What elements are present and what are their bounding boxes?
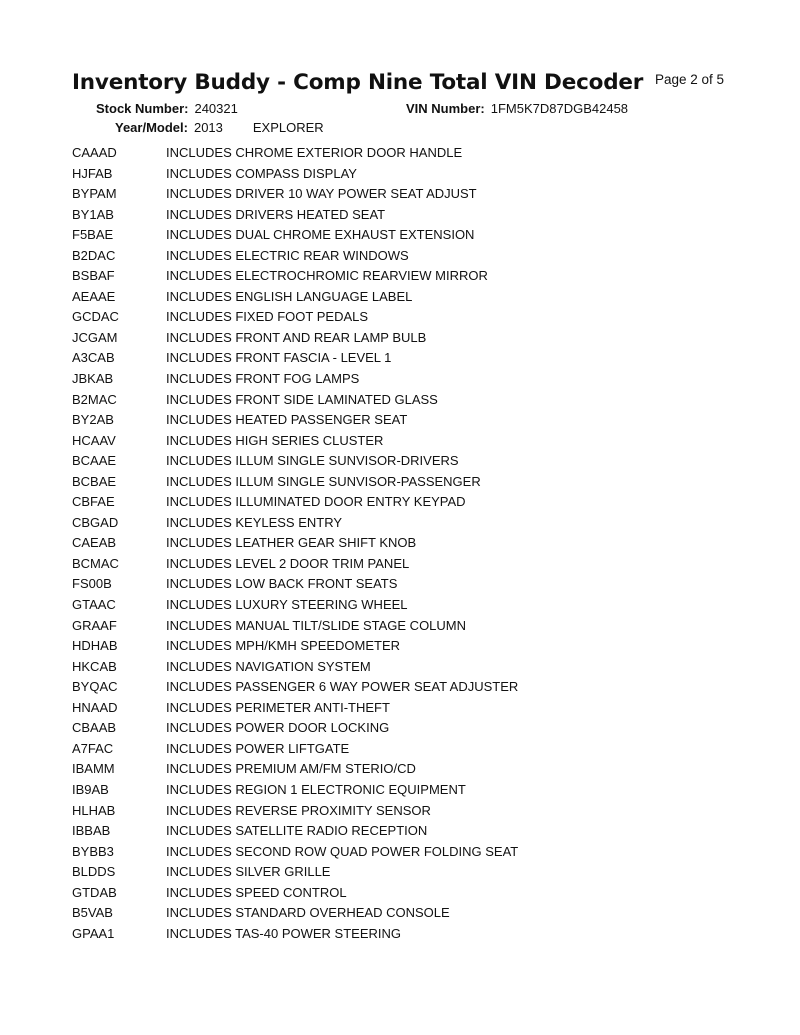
option-code: GRAAF xyxy=(72,617,117,633)
option-code: JCGAM xyxy=(72,329,118,345)
year-model-row xyxy=(115,120,324,135)
option-code: HKCAB xyxy=(72,658,117,674)
option-code: BCAAE xyxy=(72,453,117,469)
option-description: INCLUDES CHROME EXTERIOR DOOR HANDLE xyxy=(166,145,463,160)
option-code: BYPAM xyxy=(72,186,117,202)
option-code: HLHAB xyxy=(72,802,116,818)
vin-number-value: 1FM5K7D87DGB42458 xyxy=(490,101,629,116)
option-row xyxy=(72,369,518,390)
option-row xyxy=(72,636,518,657)
option-row xyxy=(72,718,518,739)
option-description: INCLUDES LOW BACK FRONT SEATS xyxy=(166,576,398,592)
option-description: INCLUDES REVERSE PROXIMITY SENSOR xyxy=(166,802,431,818)
option-row xyxy=(72,801,518,822)
option-row xyxy=(72,246,518,267)
option-row xyxy=(72,903,518,924)
option-description: INCLUDES FIXED FOOT PEDALS xyxy=(166,309,369,325)
option-row xyxy=(72,205,518,226)
option-code: A7FAC xyxy=(72,740,114,756)
option-code: BCBAE xyxy=(72,473,117,489)
option-code: BYQAC xyxy=(72,679,118,695)
option-row xyxy=(72,616,518,637)
option-description: INCLUDES HIGH SERIES CLUSTER xyxy=(166,432,384,448)
option-code-list xyxy=(72,143,518,944)
option-code: HNAAD xyxy=(72,699,118,715)
option-row xyxy=(72,225,518,246)
option-description: INCLUDES ELECTROCHROMIC REARVIEW MIRROR xyxy=(166,268,488,284)
vin-number-label: VIN Number: xyxy=(406,101,485,116)
option-code: BCMAC xyxy=(72,555,119,571)
option-row xyxy=(72,883,518,904)
option-row xyxy=(72,739,518,760)
year-model-label: Year/Model: xyxy=(115,120,188,135)
option-row xyxy=(72,287,518,308)
option-description: INCLUDES POWER LIFTGATE xyxy=(166,740,350,756)
option-description: INCLUDES MPH/KMH SPEEDOMETER xyxy=(166,638,401,654)
option-description: INCLUDES ILLUMINATED DOOR ENTRY KEYPAD xyxy=(166,494,466,510)
option-row xyxy=(72,574,518,595)
option-code: F5BAE xyxy=(72,227,114,243)
option-row xyxy=(72,348,518,369)
option-code: HDHAB xyxy=(72,638,118,654)
option-description: INCLUDES POWER DOOR LOCKING xyxy=(166,720,390,736)
option-code: HJFAB xyxy=(72,165,113,181)
option-code: BYBB3 xyxy=(72,843,114,859)
option-row xyxy=(72,780,518,801)
option-code: AEAAE xyxy=(72,288,116,304)
option-row xyxy=(72,862,518,883)
option-description: INCLUDES FRONT AND REAR LAMP BULB xyxy=(166,329,427,345)
option-code: FS00B xyxy=(72,576,112,592)
option-description: INCLUDES FRONT SIDE LAMINATED GLASS xyxy=(166,391,438,407)
option-row xyxy=(72,595,518,616)
option-row xyxy=(72,472,518,493)
option-row xyxy=(72,554,518,575)
option-row xyxy=(72,513,518,534)
option-code: B5VAB xyxy=(72,905,113,921)
option-code: BY1AB xyxy=(72,206,114,222)
option-row xyxy=(72,451,518,472)
document-title: Inventory Buddy - Comp Nine Total VIN Decoder xyxy=(72,70,644,95)
option-row xyxy=(72,842,518,863)
option-code: CBGAD xyxy=(72,514,119,530)
vin-number-row xyxy=(406,101,628,116)
option-code: B2DAC xyxy=(72,247,116,263)
option-row xyxy=(72,759,518,780)
option-description: INCLUDES ELECTRIC REAR WINDOWS xyxy=(166,247,409,263)
option-description: INCLUDES KEYLESS ENTRY xyxy=(166,514,343,530)
option-code: CBAAB xyxy=(72,720,117,736)
option-description: INCLUDES NAVIGATION SYSTEM xyxy=(166,658,371,674)
option-description: INCLUDES SILVER GRILLE xyxy=(166,864,331,880)
option-row xyxy=(72,492,518,513)
stock-number-row xyxy=(96,101,238,116)
option-description: INCLUDES FRONT FOG LAMPS xyxy=(166,371,360,387)
option-description: INCLUDES DRIVER 10 WAY POWER SEAT ADJUST xyxy=(166,186,477,202)
option-code: A3CAB xyxy=(72,350,115,366)
option-description: INCLUDES REGION 1 ELECTRONIC EQUIPMENT xyxy=(166,781,466,797)
option-description: INCLUDES ILLUM SINGLE SUNVISOR-DRIVERS xyxy=(166,453,459,469)
option-row xyxy=(72,266,518,287)
option-code: IBAMM xyxy=(72,761,115,777)
stock-number-value: 240321 xyxy=(194,101,238,116)
option-description: INCLUDES STANDARD OVERHEAD CONSOLE xyxy=(166,905,450,921)
option-row xyxy=(72,698,518,719)
option-code: BY2AB xyxy=(72,412,114,428)
year-value: 2013 xyxy=(193,120,223,135)
option-description: INCLUDES SECOND ROW QUAD POWER FOLDING SEAT xyxy=(166,843,519,859)
option-row xyxy=(72,677,518,698)
option-code: HCAAV xyxy=(72,432,116,448)
option-description: INCLUDES DUAL CHROME EXHAUST EXTENSION xyxy=(166,227,475,243)
option-description: INCLUDES HEATED PASSENGER SEAT xyxy=(166,412,408,428)
option-code: B2MAC xyxy=(72,391,117,407)
option-row xyxy=(72,164,518,185)
option-description: INCLUDES MANUAL TILT/SLIDE STAGE COLUMN xyxy=(166,617,467,633)
option-code: CAAAD xyxy=(72,145,117,160)
option-code: CBFAE xyxy=(72,494,115,510)
option-code: BSBAF xyxy=(72,268,115,284)
option-description: INCLUDES TAS-40 POWER STEERING xyxy=(166,925,402,941)
option-row xyxy=(72,924,518,945)
option-code: BLDDS xyxy=(72,864,116,880)
option-description: INCLUDES LUXURY STEERING WHEEL xyxy=(166,597,408,613)
option-code: IB9AB xyxy=(72,781,109,797)
option-description: INCLUDES PREMIUM AM/FM STERIO/CD xyxy=(166,761,416,777)
option-code: GTAAC xyxy=(72,597,116,613)
option-row xyxy=(72,657,518,678)
option-description: INCLUDES ILLUM SINGLE SUNVISOR-PASSENGER xyxy=(166,473,481,489)
option-row xyxy=(72,431,518,452)
option-description: INCLUDES SATELLITE RADIO RECEPTION xyxy=(166,823,428,839)
option-code: JBKAB xyxy=(72,371,114,387)
option-description: INCLUDES LEVEL 2 DOOR TRIM PANEL xyxy=(166,555,410,571)
option-code: GPAA1 xyxy=(72,925,115,941)
option-row xyxy=(72,390,518,411)
option-row xyxy=(72,307,518,328)
option-code: GTDAB xyxy=(72,884,117,900)
option-description: INCLUDES LEATHER GEAR SHIFT KNOB xyxy=(166,535,417,551)
option-code: IBBAB xyxy=(72,823,111,839)
option-description: INCLUDES ENGLISH LANGUAGE LABEL xyxy=(166,288,413,304)
option-description: INCLUDES COMPASS DISPLAY xyxy=(166,165,357,181)
option-row xyxy=(72,821,518,842)
option-row xyxy=(72,184,518,205)
option-row xyxy=(72,143,518,164)
option-description: INCLUDES DRIVERS HEATED SEAT xyxy=(166,206,386,222)
option-description: INCLUDES PERIMETER ANTI-THEFT xyxy=(166,699,390,715)
option-description: INCLUDES PASSENGER 6 WAY POWER SEAT ADJUSTER xyxy=(166,679,519,695)
option-code: GCDAC xyxy=(72,309,119,325)
option-row xyxy=(72,328,518,349)
model-value: EXPLORER xyxy=(252,120,324,135)
page-number: Page 2 of 5 xyxy=(655,72,725,87)
option-row xyxy=(72,410,518,431)
option-code: CAEAB xyxy=(72,535,117,551)
option-description: INCLUDES FRONT FASCIA - LEVEL 1 xyxy=(166,350,392,366)
option-description: INCLUDES SPEED CONTROL xyxy=(166,884,347,900)
option-row xyxy=(72,533,518,554)
stock-number-label: Stock Number: xyxy=(96,101,189,116)
